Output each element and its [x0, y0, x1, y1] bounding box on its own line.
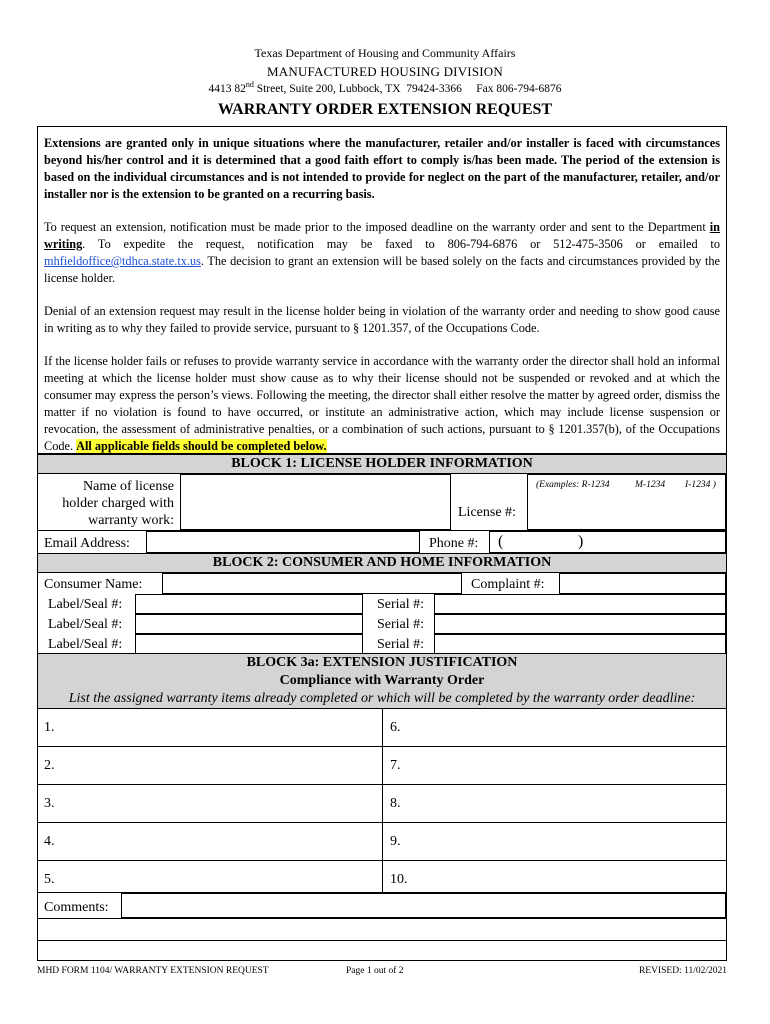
warranty-item-2[interactable]: 2.: [44, 758, 55, 773]
serial-label-3: Serial #:: [377, 637, 425, 652]
consumer-name-label: Consumer Name:: [44, 577, 143, 592]
license-holder-name-field[interactable]: [180, 474, 451, 530]
email-link[interactable]: mhfieldoffice@tdhca.state.tx.us: [44, 254, 201, 268]
warranty-item-10[interactable]: 10.: [390, 872, 408, 887]
label-seal-field-1[interactable]: [135, 594, 363, 614]
block3-header: BLOCK 3a: EXTENSION JUSTIFICATION Compliance with Warranty Order List the assigned warranty items already completed or which will be completed by the warranty order deadline:: [38, 653, 726, 709]
phone-field[interactable]: [489, 531, 726, 553]
label-seal-label-3: Label/Seal #:: [48, 637, 123, 652]
warranty-item-8[interactable]: 8.: [390, 796, 401, 811]
phone-label: Phone #:: [429, 536, 479, 551]
serial-field-3[interactable]: [434, 634, 726, 654]
intro-paragraph-2: To request an extension, notification must be made prior to the imposed deadline on the warranty order and sent to the Department in writing. To expedite the request, notification may be faxed to 806-794-6876 or 512-475-3506 or emailed to mhfieldoffice@tdhca.state.tx.us. The decision to grant an extension will be based solely on the facts and circumstances provided by the license holder.: [44, 220, 720, 285]
phone-paren-open: (: [498, 533, 504, 550]
form-title: WARRANTY ORDER EXTENSION REQUEST: [217, 101, 553, 118]
label-seal-field-3[interactable]: [135, 634, 363, 654]
intro-paragraph-1: Extensions are granted only in unique situations where the manufacturer, retailer and/or installer is faced with circumstances beyond his/her control and it is determined that a good faith effort to comply is/has been made. The period of the extension is based on the individual circumstances and is not intended to provide for neglect on the part of the manufacturer, retailer, and/or installer nor is the extension to be granted on a recurring basis.: [44, 136, 720, 201]
footer-revised-date: REVISED: 11/02/2021: [638, 966, 727, 976]
license-number-label: License #:: [458, 505, 516, 520]
email-field[interactable]: [146, 531, 420, 553]
warranty-item-1[interactable]: 1.: [44, 720, 55, 735]
license-holder-name-label: Name of license holder charged with warranty work:: [62, 479, 174, 528]
label-seal-field-2[interactable]: [135, 614, 363, 634]
footer-page-number: Page 1 out of 2: [346, 966, 404, 976]
serial-field-1[interactable]: [434, 594, 726, 614]
complaint-number-field[interactable]: [559, 573, 726, 594]
block1-header: BLOCK 1: LICENSE HOLDER INFORMATION: [38, 454, 726, 474]
license-example-3: I-1234 ): [685, 480, 716, 490]
serial-label-2: Serial #:: [377, 617, 425, 632]
warranty-item-7[interactable]: 7.: [390, 758, 401, 773]
intro-paragraph-3: Denial of an extension request may result in the license holder being in violation of the warranty order and needing to show good cause in writing as to why they failed to provide service, pursuant to § 1201.357, of the Occupations Code.: [44, 304, 720, 335]
comments-label: Comments:: [44, 900, 109, 915]
division-name: MANUFACTURED HOUSING DIVISION: [267, 64, 503, 79]
warranty-item-3[interactable]: 3.: [44, 796, 55, 811]
comments-field-1[interactable]: [121, 893, 726, 918]
serial-label-1: Serial #:: [377, 597, 425, 612]
comments-field-2[interactable]: [38, 919, 726, 940]
warranty-item-4[interactable]: 4.: [44, 834, 55, 849]
block2-header: BLOCK 2: CONSUMER AND HOME INFORMATION: [38, 553, 726, 573]
email-label: Email Address:: [44, 536, 130, 551]
label-seal-label-1: Label/Seal #:: [48, 597, 123, 612]
comments-field-3[interactable]: [38, 941, 726, 960]
complaint-number-label: Complaint #:: [471, 577, 545, 592]
license-example-2: M-1234: [635, 480, 666, 490]
serial-field-2[interactable]: [434, 614, 726, 634]
phone-paren-close: ): [578, 533, 584, 550]
instructions-panel: [37, 126, 727, 453]
footer-form-id: MHD FORM 1104/ WARRANTY EXTENSION REQUEST: [37, 966, 269, 976]
license-example-1: (Examples: R-1234: [536, 480, 610, 490]
warranty-item-9[interactable]: 9.: [390, 834, 401, 849]
consumer-name-field[interactable]: [162, 573, 462, 594]
agency-address: 4413 82nd Street, Suite 200, Lubbock, TX 79424-3366 Fax 806-794-6876: [208, 80, 562, 95]
intro-paragraph-4: If the license holder fails or refuses to provide warranty service in accordance with the warranty order the director shall hold an informal meeting at which the license holder must show cause as to why their license should not be suspended or revoked and at which the consumer may express the person’s views. Following the meeting, the director shall either resolve the matter by agreed order, dismiss the matter if no violation is found to have occurred, or institute an administrative action, which may include license suspension or revocation, the assessment of administrative penalties, or a combination of such actions, pursuant to § 1201.357(b), of the Occupations Code. All applicable fields should be completed below.: [44, 354, 720, 453]
label-seal-label-2: Label/Seal #:: [48, 617, 123, 632]
form-body: [37, 453, 727, 961]
highlight-note: All applicable fields should be completed below.: [76, 439, 327, 453]
agency-name: Texas Department of Housing and Community Affairs: [254, 46, 516, 60]
warranty-item-6[interactable]: 6.: [390, 720, 401, 735]
warranty-item-5[interactable]: 5.: [44, 872, 55, 887]
